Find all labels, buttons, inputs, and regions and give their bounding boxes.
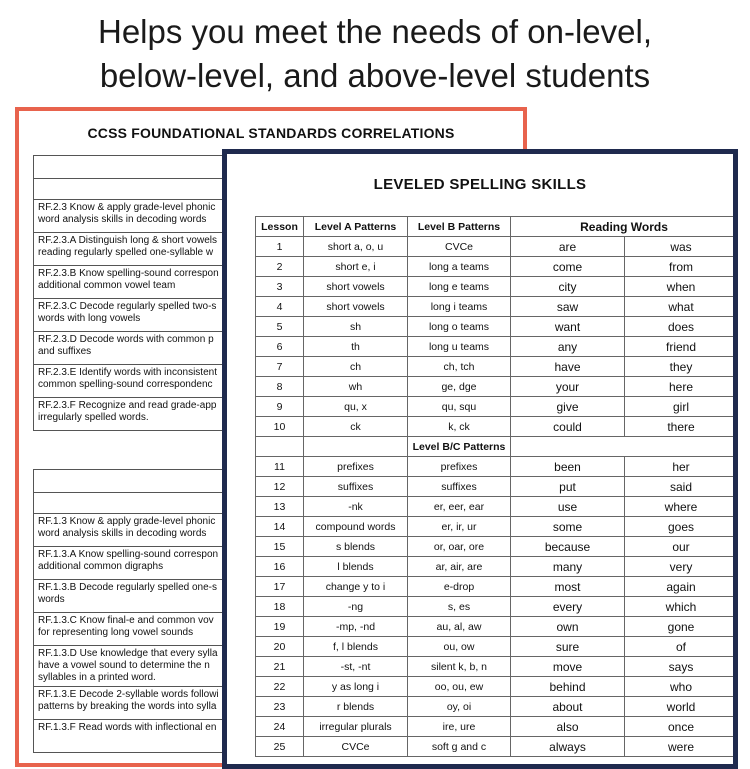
level-b-cell: au, al, aw xyxy=(408,617,511,637)
lesson-cell: 25 xyxy=(256,737,304,757)
level-b-cell: long i teams xyxy=(408,297,511,317)
reading-word-2-cell: who xyxy=(625,677,738,697)
lesson-cell: 23 xyxy=(256,697,304,717)
reading-word-2-cell: girl xyxy=(625,397,738,417)
standard-text-line: and suffixes xyxy=(38,346,92,357)
header-reading-words: Reading Words xyxy=(511,217,738,237)
reading-word-1-cell: because xyxy=(511,537,625,557)
standard-text-line: words xyxy=(38,594,65,605)
headline xyxy=(0,10,750,98)
level-a-cell: -st, -nt xyxy=(304,657,408,677)
reading-word-1-cell: put xyxy=(511,477,625,497)
reading-word-2-cell: friend xyxy=(625,337,738,357)
header-level-b: Level B Patterns xyxy=(408,217,511,237)
reading-word-1-cell: own xyxy=(511,617,625,637)
level-a-cell: CVCe xyxy=(304,737,408,757)
level-b-cell: soft g and c xyxy=(408,737,511,757)
level-b-cell: ch, tch xyxy=(408,357,511,377)
level-b-cell: long a teams xyxy=(408,257,511,277)
reading-word-1-cell: sure xyxy=(511,637,625,657)
level-a-cell: s blends xyxy=(304,537,408,557)
lesson-cell: 13 xyxy=(256,497,304,517)
reading-word-1-cell: been xyxy=(511,457,625,477)
standard-text-line: RF.2.3.F Recognize and read grade-app xyxy=(38,400,217,411)
level-a-cell: l blends xyxy=(304,557,408,577)
standard-text-line: RF.1.3 Know & apply grade-level phonic xyxy=(38,516,216,527)
table-row xyxy=(256,337,738,357)
reading-word-2-cell: gone xyxy=(625,617,738,637)
level-b-cell: er, ir, ur xyxy=(408,517,511,537)
lesson-cell: 11 xyxy=(256,457,304,477)
reading-word-2-cell: does xyxy=(625,317,738,337)
lesson-cell: 17 xyxy=(256,577,304,597)
reading-word-2-cell: goes xyxy=(625,517,738,537)
level-a-cell: suffixes xyxy=(304,477,408,497)
reading-word-1-cell: also xyxy=(511,717,625,737)
level-b-cell: k, ck xyxy=(408,417,511,437)
table-row xyxy=(256,617,738,637)
reading-word-2-cell: when xyxy=(625,277,738,297)
reading-word-1-cell: any xyxy=(511,337,625,357)
lesson-cell: 21 xyxy=(256,657,304,677)
reading-word-2-cell: was xyxy=(625,237,738,257)
table-row xyxy=(256,517,738,537)
standard-text-line: RF.1.3.B Decode regularly spelled one-s xyxy=(38,582,217,593)
level-b-cell: long u teams xyxy=(408,337,511,357)
level-a-cell: wh xyxy=(304,377,408,397)
reading-word-2-cell: what xyxy=(625,297,738,317)
standard-text-line: RF.2.3.B Know spelling-sound correspon xyxy=(38,268,219,279)
standard-text-line: RF.1.3.A Know spelling-sound correspon xyxy=(38,549,219,560)
reading-word-2-cell: they xyxy=(625,357,738,377)
table-header-row xyxy=(256,217,738,237)
subheader-level-bc: Level B/C Patterns xyxy=(408,437,511,457)
standard-text-line: word analysis skills in decoding words xyxy=(38,214,207,225)
lesson-cell: 14 xyxy=(256,517,304,537)
level-a-cell: -mp, -nd xyxy=(304,617,408,637)
standard-text-line: syllables in a printed word. xyxy=(38,672,156,683)
reading-word-2-cell: again xyxy=(625,577,738,597)
reading-word-1-cell: many xyxy=(511,557,625,577)
lesson-cell: 10 xyxy=(256,417,304,437)
level-b-cell: suffixes xyxy=(408,477,511,497)
table-row xyxy=(256,317,738,337)
level-b-cell: prefixes xyxy=(408,457,511,477)
level-a-cell: f, l blends xyxy=(304,637,408,657)
reading-word-2-cell: of xyxy=(625,637,738,657)
table-row xyxy=(256,277,738,297)
level-a-cell: short vowels xyxy=(304,297,408,317)
reading-word-1-cell: want xyxy=(511,317,625,337)
lesson-cell: 2 xyxy=(256,257,304,277)
reading-word-2-cell: where xyxy=(625,497,738,517)
level-b-cell: ire, ure xyxy=(408,717,511,737)
standard-text-line: RF.2.3.A Distinguish long & short vowels xyxy=(38,235,217,246)
reading-word-1-cell: come xyxy=(511,257,625,277)
level-a-cell: ck xyxy=(304,417,408,437)
level-a-cell: short a, o, u xyxy=(304,237,408,257)
reading-word-2-cell: world xyxy=(625,697,738,717)
level-b-cell: long e teams xyxy=(408,277,511,297)
spelling-skills-page xyxy=(222,149,738,769)
level-b-cell: long o teams xyxy=(408,317,511,337)
level-b-cell: ar, air, are xyxy=(408,557,511,577)
reading-word-1-cell: behind xyxy=(511,677,625,697)
reading-word-1-cell: are xyxy=(511,237,625,257)
spelling-skills-table xyxy=(255,216,738,757)
lesson-cell: 8 xyxy=(256,377,304,397)
standard-text-line: additional common vowel team xyxy=(38,280,176,291)
standard-text-line: common spelling-sound correspondenc xyxy=(38,379,213,390)
standard-text-line: for representing long vowel sounds xyxy=(38,627,194,638)
reading-word-1-cell: use xyxy=(511,497,625,517)
reading-word-2-cell: her xyxy=(625,457,738,477)
level-a-cell: ch xyxy=(304,357,408,377)
reading-word-1-cell: every xyxy=(511,597,625,617)
standard-text-line: RF.1.3.E Decode 2-syllable words followi xyxy=(38,689,219,700)
table-row xyxy=(256,377,738,397)
reading-word-1-cell: your xyxy=(511,377,625,397)
lesson-cell: 19 xyxy=(256,617,304,637)
reading-word-1-cell: give xyxy=(511,397,625,417)
level-a-cell: short e, i xyxy=(304,257,408,277)
standard-text-line: RF.2.3.C Decode regularly spelled two-s xyxy=(38,301,217,312)
level-b-cell: qu, squ xyxy=(408,397,511,417)
standard-text-line: patterns by breaking the words into sylla xyxy=(38,701,217,712)
standard-text-line: RF.2.3.E Identify words with inconsistent xyxy=(38,367,217,378)
standard-text-line: RF.2.3 Know & apply grade-level phonic xyxy=(38,202,216,213)
standard-text-line: irregularly spelled words. xyxy=(38,412,149,423)
table-row xyxy=(256,497,738,517)
table-row xyxy=(256,577,738,597)
table-row xyxy=(256,557,738,577)
level-b-cell: oo, ou, ew xyxy=(408,677,511,697)
level-b-cell: ou, ow xyxy=(408,637,511,657)
lesson-cell: 5 xyxy=(256,317,304,337)
table-row xyxy=(256,297,738,317)
level-a-cell: prefixes xyxy=(304,457,408,477)
reading-word-2-cell: there xyxy=(625,417,738,437)
reading-word-2-cell: our xyxy=(625,537,738,557)
headline-line-1: Helps you meet the needs of on-level, xyxy=(98,13,652,50)
standard-text-line: additional common digraphs xyxy=(38,561,164,572)
reading-word-1-cell: move xyxy=(511,657,625,677)
standard-text-line: RF.1.3.D Use knowledge that every sylla xyxy=(38,648,218,659)
header-level-a: Level A Patterns xyxy=(304,217,408,237)
table-row xyxy=(256,257,738,277)
lesson-cell: 3 xyxy=(256,277,304,297)
lesson-cell: 15 xyxy=(256,537,304,557)
standard-text-line: RF.1.3.C Know final-e and common vov xyxy=(38,615,214,626)
lesson-cell: 20 xyxy=(256,637,304,657)
table-row xyxy=(256,417,738,437)
reading-word-1-cell: have xyxy=(511,357,625,377)
lesson-cell: 1 xyxy=(256,237,304,257)
standard-text-line: have a vowel sound to determine the n xyxy=(38,660,210,671)
reading-word-2-cell: said xyxy=(625,477,738,497)
lesson-cell: 4 xyxy=(256,297,304,317)
reading-word-1-cell: saw xyxy=(511,297,625,317)
level-a-cell: -ng xyxy=(304,597,408,617)
lesson-cell: 9 xyxy=(256,397,304,417)
table-row xyxy=(256,397,738,417)
headline-line-2: below-level, and above-level students xyxy=(99,57,651,94)
level-a-cell: short vowels xyxy=(304,277,408,297)
level-a-cell: y as long i xyxy=(304,677,408,697)
standard-text-line: word analysis skills in decoding words xyxy=(38,528,207,539)
reading-word-1-cell: always xyxy=(511,737,625,757)
table-row xyxy=(256,717,738,737)
level-b-cell: e-drop xyxy=(408,577,511,597)
level-a-cell: sh xyxy=(304,317,408,337)
level-a-cell: compound words xyxy=(304,517,408,537)
reading-word-2-cell: once xyxy=(625,717,738,737)
correlations-title: CCSS FOUNDATIONAL STANDARDS CORRELATIONS xyxy=(87,125,455,141)
table-row xyxy=(256,597,738,617)
standard-text-line: words with long vowels xyxy=(38,313,141,324)
lesson-cell: 24 xyxy=(256,717,304,737)
reading-word-2-cell: which xyxy=(625,597,738,617)
table-row xyxy=(256,237,738,257)
standard-text-line: reading regularly spelled one-syllable w xyxy=(38,247,214,258)
level-b-cell: silent k, b, n xyxy=(408,657,511,677)
reading-word-1-cell: about xyxy=(511,697,625,717)
reading-word-2-cell: very xyxy=(625,557,738,577)
level-b-cell: oy, oi xyxy=(408,697,511,717)
reading-word-2-cell: from xyxy=(625,257,738,277)
lesson-cell: 12 xyxy=(256,477,304,497)
level-b-cell: s, es xyxy=(408,597,511,617)
table-row xyxy=(256,537,738,557)
level-a-cell: irregular plurals xyxy=(304,717,408,737)
reading-word-2-cell: says xyxy=(625,657,738,677)
reading-word-1-cell: most xyxy=(511,577,625,597)
table-row xyxy=(256,477,738,497)
header-lesson: Lesson xyxy=(256,217,304,237)
table-row xyxy=(256,677,738,697)
lesson-cell: 22 xyxy=(256,677,304,697)
table-row xyxy=(256,357,738,377)
level-b-cell: or, oar, ore xyxy=(408,537,511,557)
level-a-cell: qu, x xyxy=(304,397,408,417)
reading-word-1-cell: some xyxy=(511,517,625,537)
level-b-cell: CVCe xyxy=(408,237,511,257)
standard-text-line: RF.1.3.F Read words with inflectional en xyxy=(38,722,217,733)
reading-word-2-cell: here xyxy=(625,377,738,397)
level-b-cell: ge, dge xyxy=(408,377,511,397)
level-a-cell: -nk xyxy=(304,497,408,517)
reading-word-2-cell: were xyxy=(625,737,738,757)
standard-text-line: RF.2.3.D Decode words with common p xyxy=(38,334,214,345)
table-row xyxy=(256,737,738,757)
lesson-cell: 16 xyxy=(256,557,304,577)
spelling-skills-title: LEVELED SPELLING SKILLS xyxy=(373,176,587,193)
lesson-cell: 18 xyxy=(256,597,304,617)
level-b-cell: er, eer, ear xyxy=(408,497,511,517)
table-row xyxy=(256,637,738,657)
level-a-cell: r blends xyxy=(304,697,408,717)
table-row xyxy=(256,697,738,717)
reading-word-1-cell: could xyxy=(511,417,625,437)
lesson-cell: 6 xyxy=(256,337,304,357)
table-row xyxy=(256,457,738,477)
lesson-cell: 7 xyxy=(256,357,304,377)
level-a-cell: th xyxy=(304,337,408,357)
reading-word-1-cell: city xyxy=(511,277,625,297)
table-row xyxy=(256,657,738,677)
level-a-cell: change y to i xyxy=(304,577,408,597)
subheader-row xyxy=(256,437,738,457)
